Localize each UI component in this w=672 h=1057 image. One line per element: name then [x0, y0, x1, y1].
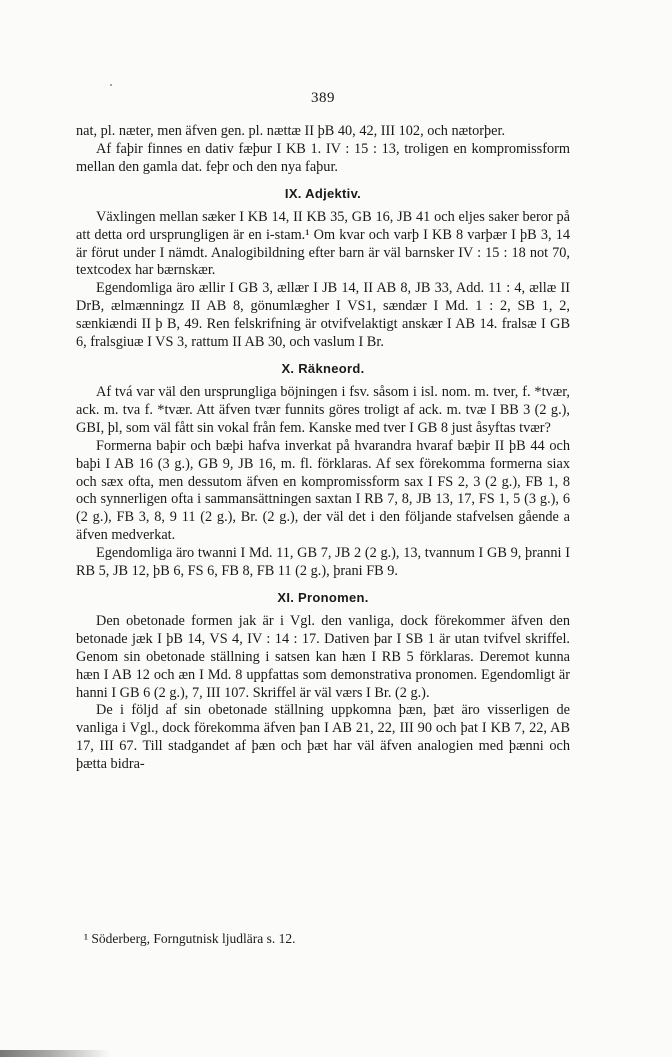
paragraph-twanni: Egendomliga äro twanni I Md. 11, GB 7, JB 2 (2 g.), 13, tvannum I GB 9, þranni I RB 5, JB 12, þB 6, FS 6, FB 8, FB 11 (2 g.), þrani FB 9. — [76, 545, 570, 580]
paragraph-bathir-sex: Formerna baþir och bæþi hafva inverkat på hvarandra hvaraf bæþir II þB 44 och baþi I AB 16 (3 g.), GB 9, JB 16, m. fl. förklaras. Af sex förekomma formerna siax och sæx ofta, men dessutom äfven en kompromissform sax I FS 2, 3 (2 g.), FB 1, 8 och synnerligen ofta i sammansättningen saxtan I RB 7, 8, JB 13, 17, FS 1, 5 (3 g.), 6 (2 g.), FB 3, 8, 9 11 (2 g.), Br. (2 g.), der väl det i den följande stafvelsen gående a äfven medverkat. — [76, 437, 570, 544]
paragraph-tva: Af tvá var väl den ursprungliga böjningen i fsv. såsom i isl. nom. m. tver, f. *tvær, ack. m. tva f. *tvær. Att äfven tvær funnits göres troligt af ack. m. tvæ I BB 3 (2 g.), GBI, þl, som väl fått sin vokal från fem. Kanske med tver I GB 8 just åsyftas tvær? — [76, 383, 570, 436]
section-heading-adjektiv: IX. Adjektiv. — [284, 185, 362, 201]
paragraph-plural-forms: nat, pl. næter, men äfven gen. pl. nættæ II þB 40, 42, III 102, och nætorþer. — [76, 123, 506, 139]
scan-edge-smear — [0, 1050, 110, 1057]
page-number: 389 — [311, 90, 335, 106]
footnote: ¹ Söderberg, Forngutnisk ljudlära s. 12. — [84, 931, 296, 946]
page-body — [76, 90, 570, 774]
paragraph-thaen-thaet: De i följd af sin obetonade ställning uppkomna þæn, þæt äro visserligen de vanliga i Vgl., dock förekomma äfven þan I AB 21, 22, III 90 och þat I KB 7, 22, AB 17, III 67. Till stadgandet af þæn och þæt har väl äfven analogien med þænni och þætta bidra- — [76, 702, 570, 773]
print-speck — [110, 84, 112, 86]
paragraph-egendomliga-adj: Egendomliga äro ællir I GB 3, ællær I JB 14, II AB 8, JB 33, Add. 11 : 4, ællæ II DrB, ælmænningz II AB 8, gönumlægher I VS1, sændær I Md. 1 : 2, SB 1, 2, sænkiændi II þ B, 49. Ren felskrifning är otvifvelaktigt anskær I AB 14. fralsæ I GB 6, fralsgiuæ I VS 3, rattum II AB 30, och vaslum I Br. — [76, 280, 570, 351]
section-heading-pronomen: XI. Pronomen. — [277, 589, 369, 605]
paragraph-jak: Den obetonade formen jak är i Vgl. den vanliga, dock förekommer äfven den betonade jæk I þB 14, VS 4, IV : 14 : 17. Dativen þar I SB 1 är utan tvifvel skriffel. Genom sin obetonade ställning i satsen kan hæn I RB 5 förklaras. Deremot kunna hæn I AB 12 och æn I Md. 8 uppfattas som demonstrativa pronomen. Egendomligt är hanni I GB 6 (2 g.), 7, III 107. Skriffel är väl værs I Br. (2 g.). — [76, 612, 570, 701]
paragraph-fathir-dative: Af faþir finnes en dativ fæþur I KB 1. IV : 15 : 13, troligen en kompromissform mellan den gamla dat. feþr och den nya faþur. — [76, 140, 570, 175]
section-heading-rakneord: X. Räkneord. — [281, 360, 365, 376]
paragraph-saker: Växlingen mellan sæker I KB 14, II KB 35, GB 16, JB 41 och eljes saker beror på att detta ord ursprungligen är en i-stam.¹ Om kvar och varþ I KB 8 varþær I þB 3, 14 är förut under I nämdt. Analogibildning efter barn är väl barnsker IV : 15 : 18 not 70, textcodex har bærnskær. — [76, 208, 570, 279]
